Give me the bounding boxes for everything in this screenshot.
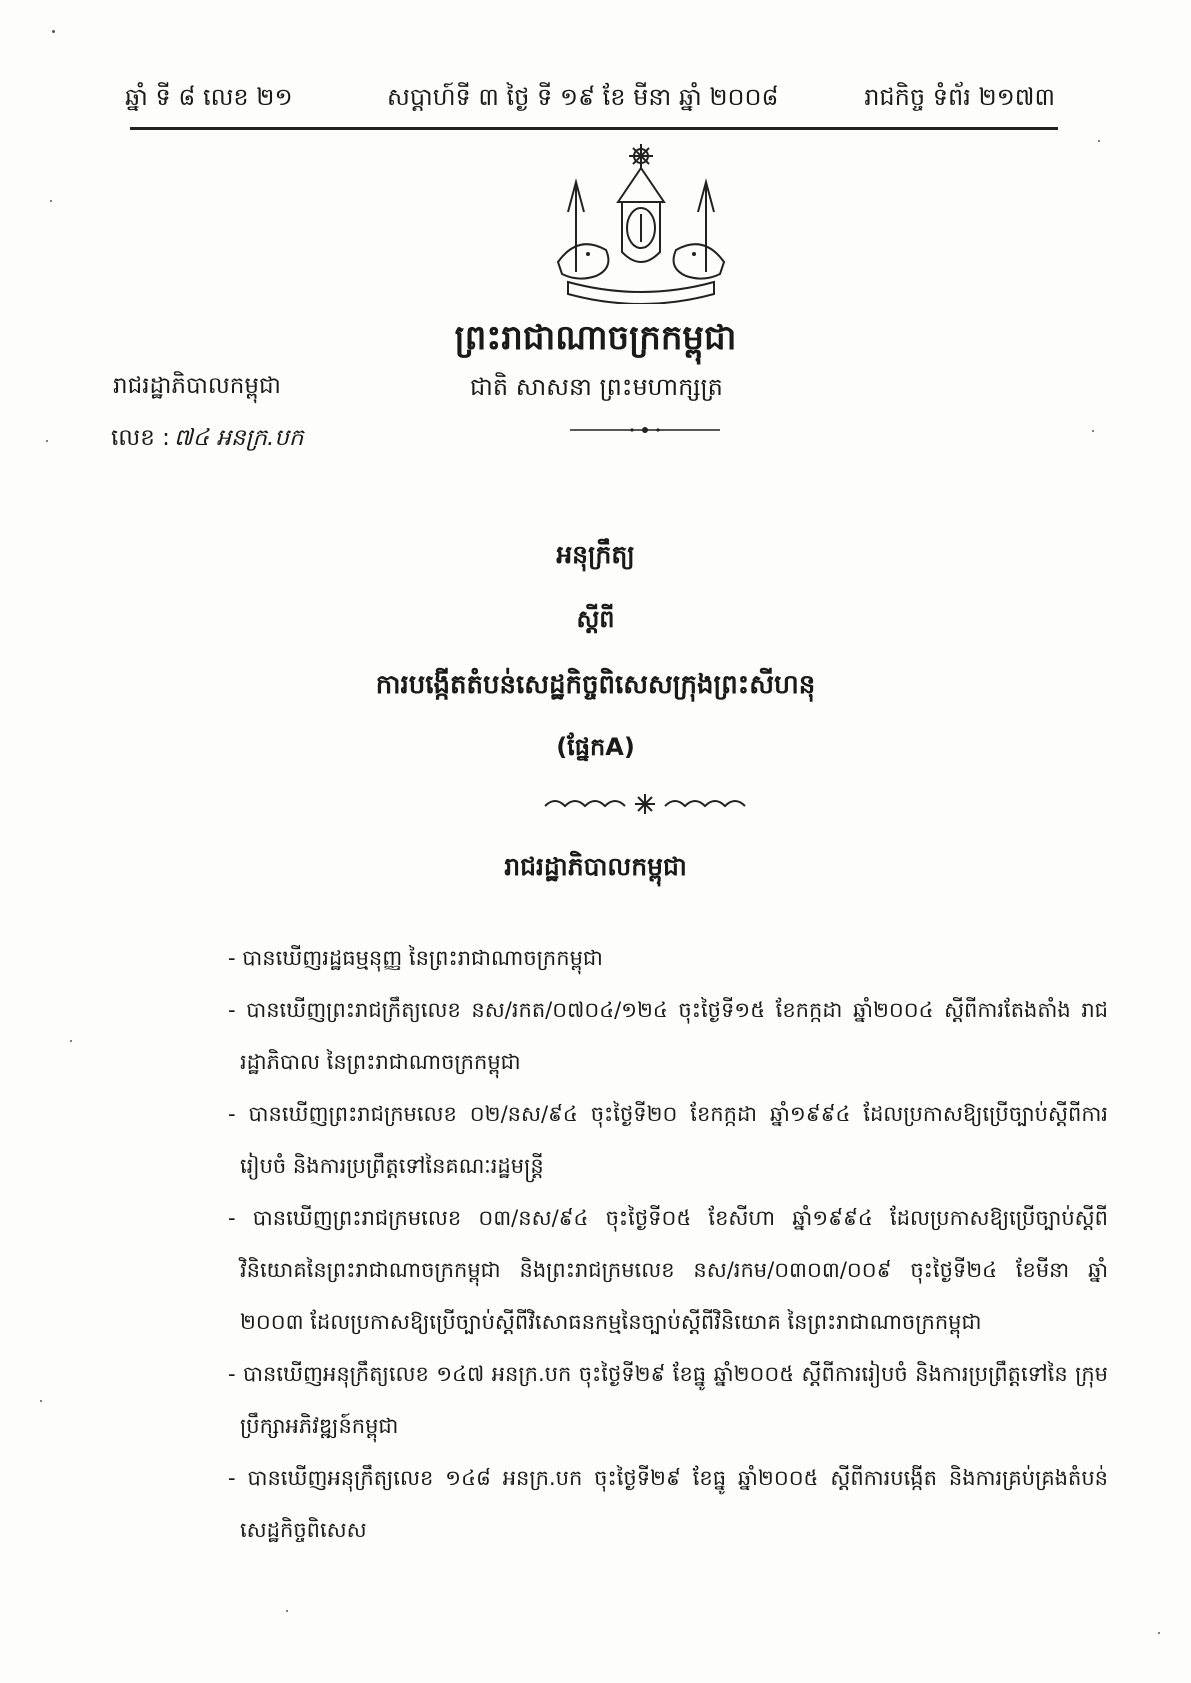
document-part: (ផ្នែកA) xyxy=(556,733,635,761)
ornament-divider-icon xyxy=(570,424,720,436)
royal-arms-emblem-icon xyxy=(548,142,734,304)
visa-item: - បានឃើញព្រះរាជក្រមលេខ ០៣/នស/៩៤ ចុះថ្ងៃទី០៥ ខែសីហា ឆ្នាំ១៩៩៤ ដែលប្រកាសឱ្យប្រើច្បាប់ស្តីពី វិនិយោគនៃព្រះរាជាណាចក្រកម្ពុជា និងព្រះរាជក្រមលេខ នស/រកម/០៣០៣/០០៩ ចុះថ្ងៃទី២៤ ខែមីនា ឆ្នាំ ២០០៣ ដែលប្រកាសឱ្យប្រើច្បាប់ស្តីពីវិសោធនកម្មនៃច្បាប់ស្តីពីវិនិយោគ នៃព្រះរាជាណាចក្រកម្ពុជា xyxy=(228,1192,1108,1348)
gazette-header xyxy=(125,78,1055,118)
header-date: សប្តាហ៍ទី ៣ ថ្ងៃ ទី ១៩ ខែ មីនា ឆ្នាំ ២០០៨ xyxy=(387,83,779,111)
star-ornament-icon xyxy=(540,792,750,816)
decree-number-label: លេខ : xyxy=(111,425,170,451)
issuing-government: រាជរដ្ឋាភិបាលកម្ពុជា xyxy=(113,373,281,399)
visa-item: - បានឃើញអនុក្រឹត្យលេខ ១៤៨ អនក្រ.បក ចុះថ្ងៃទី២៩ ខែធ្នូ ឆ្នាំ២០០៥ ស្តីពីការបង្កើត និងការគ្រប់គ្រងតំបន់ សេដ្ឋកិច្ចពិសេស xyxy=(228,1452,1108,1556)
document-type: អនុក្រឹត្យ xyxy=(556,540,635,569)
document-about: ស្តីពី xyxy=(576,605,615,633)
visa-item: - បានឃើញព្រះរាជក្រមលេខ ០២/នស/៩៤ ចុះថ្ងៃទី២០ ខែកក្កដា ឆ្នាំ១៩៩៤ ដែលប្រកាសឱ្យប្រើច្បាប់ស្តីពីការ រៀបចំ និងការប្រព្រឹត្តទៅនៃគណៈរដ្ឋមន្ត្រី xyxy=(228,1088,1108,1192)
issuing-authority: រាជរដ្ឋាភិបាលកម្ពុជា xyxy=(504,852,687,881)
header-page-number: រាជកិច្ច ទំព័រ ២១៧៣ xyxy=(864,83,1055,111)
visa-item: - បានឃើញរដ្ឋធម្មនុញ្ញ នៃព្រះរាជាណាចក្រកម្ពុជា xyxy=(228,932,1108,984)
visa-item: - បានឃើញព្រះរាជក្រឹត្យលេខ នស/រកត/០៧០៤/១២៤ ចុះថ្ងៃទី១៥ ខែកក្កដា ឆ្នាំ២០០៤ ស្តីពីការតែងតាំង រាជរដ្ឋាភិបាល នៃព្រះរាជាណាចក្រកម្ពុជា xyxy=(228,984,1108,1088)
kingdom-title: ព្រះរាជាណាចក្រកម្ពុជា xyxy=(454,318,737,358)
decree-number-value: ៧៤ អនក្រ.បក xyxy=(173,425,304,451)
header-divider xyxy=(130,127,1058,130)
national-motto: ជាតិ សាសនា ព្រះមហាក្សត្រ xyxy=(470,373,723,401)
decree-number xyxy=(111,424,303,457)
document-subject: ការបង្កើតតំបន់សេដ្ឋកិច្ចពិសេសក្រុងព្រះសីហនុ xyxy=(375,670,816,700)
visa-item: - បានឃើញអនុក្រឹត្យលេខ ១៤៧ អនក្រ.បក ចុះថ្ងៃទី២៩ ខែធ្នូ ឆ្នាំ២០០៥ ស្តីពីការរៀបចំ និងការប្រព្រឹត្តទៅនៃ ក្រុមប្រឹក្សាអភិវឌ្ឍន៍កម្ពុជា xyxy=(228,1348,1108,1452)
header-issue-number: ឆ្នាំ ទី ៨ លេខ ២១ xyxy=(125,83,293,111)
preamble-visas xyxy=(228,932,1108,1556)
